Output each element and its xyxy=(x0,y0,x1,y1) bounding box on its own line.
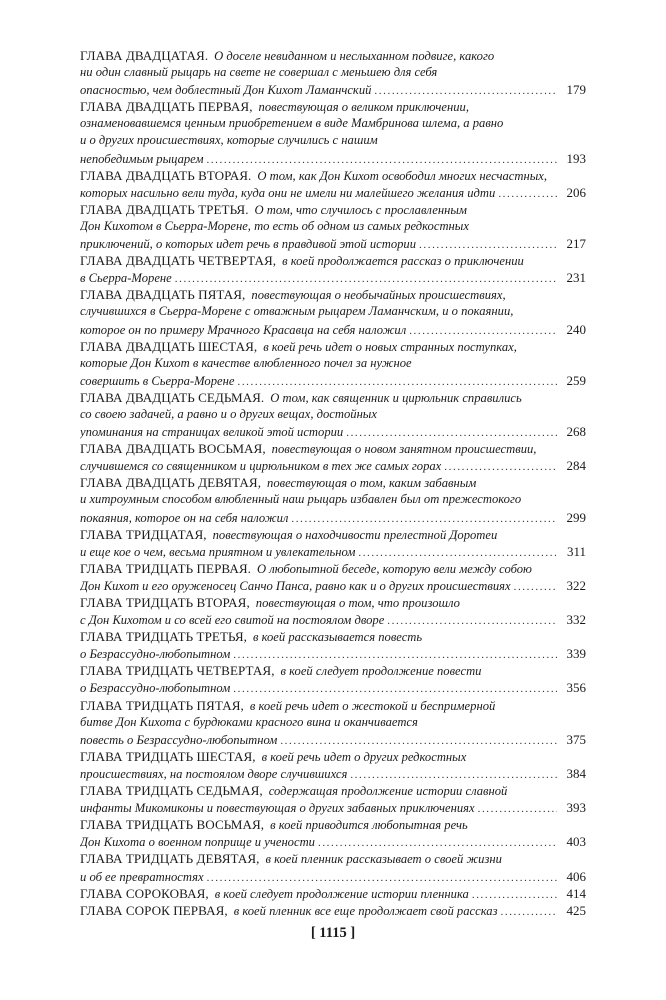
toc-entry xyxy=(80,389,586,440)
dot-leader xyxy=(478,801,557,816)
chapter-description: покаяния, которое он на себя наложил xyxy=(80,510,289,525)
toc-line xyxy=(80,799,586,816)
chapter-description: О том, как Дон Кихот освободил многих несчастных, xyxy=(257,168,547,183)
toc-line xyxy=(80,748,586,765)
page-ref: 231 xyxy=(566,270,586,286)
toc-line xyxy=(80,423,586,440)
toc-entry xyxy=(80,474,586,525)
toc-entry xyxy=(80,748,586,782)
toc-line xyxy=(80,850,586,867)
dot-leader xyxy=(498,186,557,201)
toc-line xyxy=(80,81,586,98)
dot-leader xyxy=(233,681,557,696)
chapter-description: ознаменовавшемся ценным приобретением в виде Мамбринова шлема, а равно xyxy=(80,116,504,131)
chapter-description: с Дон Кихотом и со всей его свитой на постоялом дворе xyxy=(80,613,385,628)
toc-line xyxy=(80,645,586,662)
chapter-description: приключений, о которых идет речь в правдивой этой истории xyxy=(80,237,417,252)
page-ref: 393 xyxy=(566,800,586,816)
toc-line xyxy=(80,491,586,508)
chapter-description: случившемся со священником и цирюльником в тех же самых горах xyxy=(80,459,442,474)
dot-leader xyxy=(346,425,557,440)
chapter-description: в коей приводится любопытная речь xyxy=(270,818,468,833)
toc-line xyxy=(80,98,586,115)
chapter-description: которые Дон Кихот в качестве влюбленного почел за нужное xyxy=(80,355,412,370)
dot-leader xyxy=(237,374,557,389)
toc-line xyxy=(80,611,586,628)
toc-entry xyxy=(80,338,586,389)
chapter-heading: ГЛАВА ТРИДЦАТЬ ПЯТАЯ, xyxy=(80,697,244,713)
chapter-heading: ГЛАВА ДВАДЦАТЬ ШЕСТАЯ, xyxy=(80,338,258,354)
page-ref: 311 xyxy=(566,543,586,559)
chapter-heading: ГЛАВА ТРИДЦАТЬ СЕДЬМАЯ, xyxy=(80,783,263,799)
toc-line xyxy=(80,47,586,64)
chapter-heading: ГЛАВА СОРОК ПЕРВАЯ, xyxy=(80,902,228,918)
dot-leader xyxy=(444,459,557,474)
toc-line xyxy=(80,132,586,149)
page-ref: 339 xyxy=(566,646,586,662)
chapter-heading: ГЛАВА ТРИДЦАТЬ ТРЕТЬЯ, xyxy=(80,629,247,645)
page-ref: 240 xyxy=(566,321,586,337)
toc-line xyxy=(80,577,586,594)
toc-line xyxy=(80,662,586,679)
chapter-heading: ГЛАВА ТРИДЦАТЬ ЧЕТВЕРТАЯ, xyxy=(80,663,275,679)
dot-leader xyxy=(358,545,557,560)
toc-line xyxy=(80,389,586,406)
toc-entry xyxy=(80,902,586,919)
chapter-heading: ГЛАВА ДВАДЦАТЬ СЕДЬМАЯ. xyxy=(80,389,265,405)
toc-line xyxy=(80,679,586,696)
chapter-description: в коей пленник все еще продолжает свой рассказ xyxy=(233,903,498,918)
toc-line xyxy=(80,150,586,167)
page-ref: 406 xyxy=(566,868,586,884)
toc-line xyxy=(80,833,586,850)
toc-line xyxy=(80,868,586,885)
dot-leader xyxy=(387,613,557,628)
dot-leader xyxy=(350,767,557,782)
chapter-description: происшествиях, на постоялом дворе случившихся xyxy=(80,766,348,781)
chapter-description: в коей рассказывается повесть xyxy=(252,630,423,645)
dot-leader xyxy=(280,733,557,748)
toc-line xyxy=(80,201,586,218)
toc-entry xyxy=(80,885,586,902)
toc-line xyxy=(80,628,586,645)
chapter-heading: ГЛАВА ДВАДЦАТЬ ВТОРАЯ. xyxy=(80,167,252,183)
page-number: [ 1115 ] xyxy=(310,925,356,941)
page-ref: 206 xyxy=(566,184,586,200)
chapter-description: О том, что случилось с прославленным xyxy=(254,202,467,217)
toc-entry xyxy=(80,47,586,98)
dot-leader xyxy=(318,835,557,850)
toc-line xyxy=(80,167,586,184)
chapter-description: О доселе невиданном и неслыханном подвиге, какого xyxy=(214,49,495,63)
toc-line xyxy=(80,594,586,611)
dot-leader xyxy=(501,904,558,919)
chapter-description: повествующая о том, каким забавным xyxy=(267,476,477,491)
toc-line xyxy=(80,543,586,560)
toc-entry xyxy=(80,850,586,884)
toc-line xyxy=(80,731,586,748)
chapter-description: в коей пленник рассказывает о своей жизни xyxy=(265,852,502,867)
toc-line xyxy=(80,64,586,81)
table-of-contents xyxy=(80,47,586,919)
toc-entry xyxy=(80,252,586,286)
chapter-description: битве Дон Кихота с бурдюками красного вина и оканчивается xyxy=(80,714,418,729)
chapter-description: повествующая о великом приключении, xyxy=(258,100,469,115)
chapter-heading: ГЛАВА ДВАДЦАТЬ ДЕВЯТАЯ, xyxy=(80,475,262,491)
chapter-description: о Безрассудно-любопытном xyxy=(80,647,231,662)
toc-line xyxy=(80,560,586,577)
toc-line xyxy=(80,526,586,543)
toc-line xyxy=(80,286,586,303)
toc-entry xyxy=(80,440,586,474)
chapter-description: в коей следует продолжение истории пленника xyxy=(214,886,469,901)
chapter-description: совершить в Сьерра-Морене xyxy=(80,373,235,388)
toc-entry xyxy=(80,628,586,662)
page-ref: 193 xyxy=(566,150,586,166)
chapter-heading: ГЛАВА ДВАДЦАТЬ ТРЕТЬЯ. xyxy=(80,201,249,217)
page-ref: 375 xyxy=(566,731,586,747)
chapter-description: опасностью, чем доблестный Дон Кихот Ламанчский xyxy=(80,83,372,98)
toc-line xyxy=(80,765,586,782)
chapter-description: со своею задачей, а равно и о других вещах, достойных xyxy=(80,406,377,421)
chapter-description: Дон Кихотом в Сьерра-Морене, то есть об одном из самых редкостных xyxy=(80,218,469,233)
chapter-description: повесть о Безрассудно-любопытном xyxy=(80,732,278,747)
toc-entry xyxy=(80,816,586,850)
chapter-description: содержащая продолжение истории славной xyxy=(268,784,508,799)
toc-entry xyxy=(80,167,586,201)
dot-leader xyxy=(207,870,557,885)
chapter-description: упоминания на страницах великой этой истории xyxy=(80,425,344,440)
chapter-description: в коей речь идет о жестокой и беспримерной xyxy=(249,698,496,713)
chapter-description: в коей речь идет о новых странных поступках, xyxy=(263,339,517,354)
toc-line xyxy=(80,303,586,320)
toc-entry xyxy=(80,594,586,628)
toc-line xyxy=(80,184,586,201)
toc-line xyxy=(80,355,586,372)
toc-line xyxy=(80,474,586,491)
toc-line xyxy=(80,902,586,919)
dot-leader xyxy=(233,647,557,662)
page-ref: 414 xyxy=(566,885,586,901)
toc-line xyxy=(80,252,586,269)
page-ref: 268 xyxy=(566,424,586,440)
chapter-heading: ГЛАВА ТРИДЦАТЬ ВТОРАЯ, xyxy=(80,595,250,610)
chapter-heading: ГЛАВА ТРИДЦАТЬ ШЕСТАЯ, xyxy=(80,748,256,764)
chapter-description: Дон Кихота о военном поприще и учености xyxy=(80,835,315,850)
page-ref: 299 xyxy=(566,509,586,525)
chapter-description: и о других происшествиях, которые случились с нашим xyxy=(80,133,378,148)
chapter-heading: ГЛАВА ТРИДЦАТЬ ПЕРВАЯ. xyxy=(80,560,251,576)
toc-line xyxy=(80,697,586,714)
chapter-description: и хитроумным способом влюбленный наш рыцарь избавлен был от прежестокого xyxy=(80,492,522,507)
chapter-description: в коей продолжается рассказ о приключении xyxy=(282,254,524,269)
page-ref: 384 xyxy=(566,765,586,781)
dot-leader xyxy=(409,323,557,338)
chapter-description: Дон Кихот и его оруженосец Санчо Панса, равно как и о других происшествиях xyxy=(80,578,511,593)
chapter-description: повествующая о том, что произошло xyxy=(255,596,460,610)
toc-entry xyxy=(80,782,586,816)
toc-entry xyxy=(80,526,586,560)
chapter-description: в коей следует продолжение повести xyxy=(280,664,482,679)
toc-entry xyxy=(80,201,586,252)
chapter-description: ни один славный рыцарь на свете не совершал с меньшею для себя xyxy=(80,65,438,80)
toc-line xyxy=(80,406,586,423)
chapter-description: и еще кое о чем, весьма приятном и увлекательном xyxy=(80,544,356,559)
page-ref: 322 xyxy=(566,577,586,593)
chapter-description: повествующая о новом занятном происшествии, xyxy=(271,442,537,457)
chapter-heading: ГЛАВА ДВАДЦАТАЯ. xyxy=(80,48,209,63)
toc-line xyxy=(80,269,586,286)
chapter-description: случившихся в Сьерра-Морене с отважным рыцарем Ламанчским, и о покаянии, xyxy=(80,304,514,319)
page-ref: 217 xyxy=(566,236,586,252)
dot-leader xyxy=(472,887,557,902)
chapter-heading: ГЛАВА СОРОКОВАЯ, xyxy=(80,885,209,901)
page-ref: 403 xyxy=(566,834,586,850)
toc-line xyxy=(80,218,586,235)
chapter-heading: ГЛАВА ТРИДЦАТЬ ВОСЬМАЯ, xyxy=(80,817,265,833)
chapter-description: и об ее превратностях xyxy=(80,869,204,884)
toc-line xyxy=(80,457,586,474)
toc-line xyxy=(80,235,586,252)
chapter-heading: ГЛАВА ДВАДЦАТЬ ПЕРВАЯ, xyxy=(80,99,253,115)
dot-leader xyxy=(514,579,557,594)
page-ref: 259 xyxy=(566,372,586,388)
toc-entry xyxy=(80,560,586,594)
chapter-heading: ГЛАВА ДВАДЦАТЬ ПЯТАЯ, xyxy=(80,287,246,303)
dot-leader xyxy=(175,271,557,286)
dot-leader xyxy=(291,511,557,526)
toc-line xyxy=(80,338,586,355)
page-ref: 284 xyxy=(566,458,586,474)
chapter-description: которое он по примеру Мрачного Красавца на себя наложил xyxy=(80,322,407,337)
toc-entry xyxy=(80,98,586,166)
chapter-description: о Безрассудно-любопытном xyxy=(80,681,231,696)
toc-line xyxy=(80,440,586,457)
chapter-description: повествующая о находчивости прелестной Доротеи xyxy=(212,527,498,542)
toc-line xyxy=(80,372,586,389)
chapter-heading: ГЛАВА ДВАДЦАТЬ ВОСЬМАЯ, xyxy=(80,441,266,457)
dot-leader xyxy=(419,237,557,252)
page-ref: 332 xyxy=(566,612,586,628)
chapter-description: непобедимым рыцарем xyxy=(80,151,204,166)
toc-line xyxy=(80,782,586,799)
chapter-description: повествующая о необычайных происшествиях, xyxy=(251,288,506,303)
chapter-description: О любопытной беседе, которую вели между собою xyxy=(256,561,532,576)
chapter-heading: ГЛАВА ТРИДЦАТЬ ДЕВЯТАЯ, xyxy=(80,851,260,867)
chapter-heading: ГЛАВА ТРИДЦАТАЯ, xyxy=(80,526,207,542)
page-ref: 425 xyxy=(566,902,586,918)
chapter-description: в коей речь идет о других редкостных xyxy=(261,749,467,764)
page-ref: 356 xyxy=(566,680,586,696)
toc-line xyxy=(80,115,586,132)
toc-line xyxy=(80,509,586,526)
dot-leader xyxy=(374,83,557,98)
toc-entry xyxy=(80,286,586,337)
dot-leader xyxy=(206,152,557,167)
toc-line xyxy=(80,816,586,833)
toc-entry xyxy=(80,662,586,696)
chapter-description: которых насильно вели туда, куда они не имели ни малейшего желания идти xyxy=(80,185,496,200)
chapter-heading: ГЛАВА ДВАДЦАТЬ ЧЕТВЕРТАЯ, xyxy=(80,253,277,269)
toc-line xyxy=(80,714,586,731)
page-ref: 179 xyxy=(566,82,586,98)
chapter-description: инфанты Микомиконы и повествующая о других забавных приключениях xyxy=(80,801,475,816)
toc-line xyxy=(80,885,586,902)
chapter-description: в Сьерра-Морене xyxy=(80,271,172,286)
toc-line xyxy=(80,321,586,338)
toc-entry xyxy=(80,697,586,748)
chapter-description: О том, как священник и цирюльник справились xyxy=(270,390,522,405)
